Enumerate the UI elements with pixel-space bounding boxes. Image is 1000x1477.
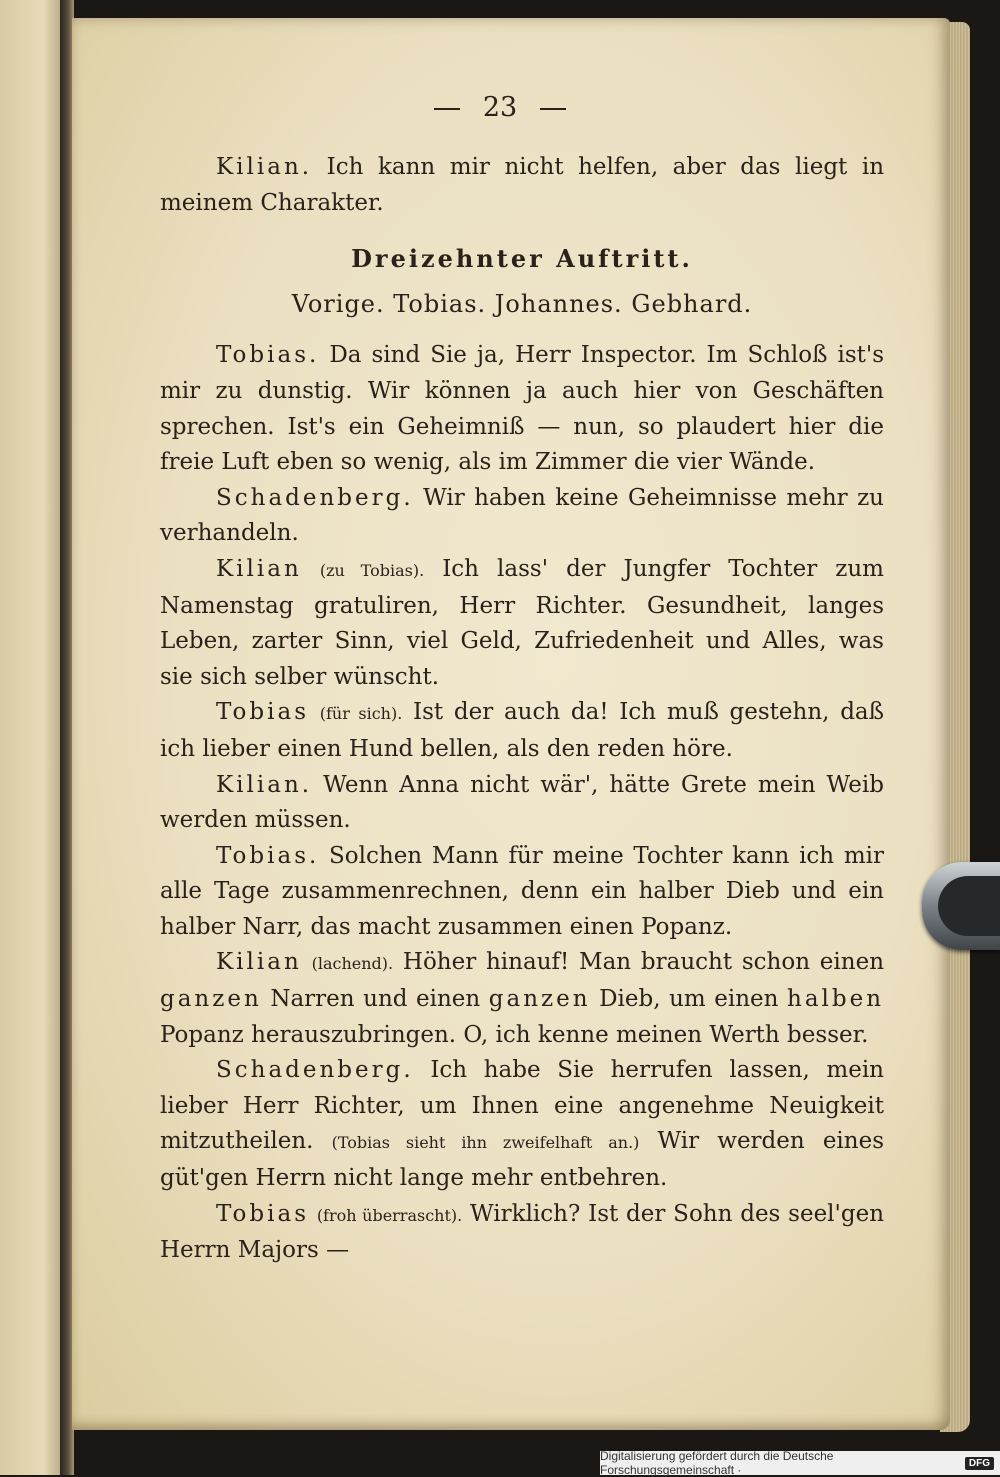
speaker-name: Tobias [216,1200,309,1227]
dialogue-text: Ich lass' der Jungfer Tochter zum Namenstag gratuliren, Herr Richter. Gesundheit, langes Leben, zarter Sinn, viel Geld, Zufriedenheit und Alles, was sie sich selber wünscht. [160,555,884,690]
page-text [160,150,884,1269]
dialogue-text: Popanz herauszubringen. O, ich kenne meinen Werth besser. [160,1021,869,1048]
speaker-name: Kilian. [216,771,313,798]
dialogue-text: Wenn Anna nicht wär', hätte Grete mein Weib werden müssen. [160,771,885,834]
emphasis-text: halben [787,986,885,1013]
header-dash-right [540,108,566,110]
dialogue-text: Wirklich? Ist der Sohn des seel'gen Herrn Majors — [160,1200,885,1264]
speaker-name: Schadenberg. [216,1057,414,1084]
stage-direction: (Tobias sieht ihn zweifelhaft an.) [331,1133,640,1153]
footer-credit: Digitalisierung gefördert durch die Deutsche Forschungsgemeinschaft · [600,1449,834,1477]
speaker-name: Kilian [216,555,302,582]
page-number: 23 [482,92,518,123]
page-header [0,92,1000,123]
emphasis-text: ganzen [160,986,262,1013]
dialogue-text: Höher hinauf! Man braucht schon einen [402,949,885,976]
dialogue-text: Wir werden eines güt'gen Herrn nicht lange mehr entbehren. [160,1128,885,1192]
paragraph-8 [160,945,884,1053]
speaker-name: Tobias [216,699,309,726]
paragraph-10 [160,1197,884,1269]
emphasis-text: ganzen [488,986,591,1013]
paragraph-2 [160,338,884,480]
speaker-name: Kilian. [216,154,313,180]
paragraph-3 [160,481,884,552]
speaker-name: Schadenberg. [216,484,414,511]
paragraph-6 [160,768,884,839]
stage-direction: (froh überrascht). [316,1205,463,1225]
digitization-footer [600,1451,1000,1475]
dialogue-text: Ich kann mir nicht helfen, aber das liegt in meinem Charakter. [160,154,885,216]
left-page-edge [0,0,62,1475]
stage-direction: (für sich). [319,704,403,724]
dialogue-text: Wir haben keine Geheimnisse mehr zu verhandeln. [160,484,885,547]
paragraph-7 [160,839,884,946]
dialogue-text: Solchen Mann für meine Tochter kann ich mir alle Tage zusammenrechnen, denn ein halber Dieb und ein halber Narr, das macht zusammen einen Popanz. [160,842,885,940]
dialogue-text: Narren und einen [270,986,481,1013]
dialogue-text: Da sind Sie ja, Herr Inspector. Im Schloß ist's mir zu dunstig. Wir können ja auch hier von Geschäften sprechen. Ist's ein Geheimniß — nun, so plaudert hier die freie Luft eben so wenig, als im Zimmer die vier Wände. [160,342,884,476]
dialogue-text: Ist der auch da! Ich muß gestehn, daß ich lieber einen Hund bellen, als den reden höre. [160,699,884,762]
stage-direction: (zu Tobias). [319,560,425,580]
stage-direction: (lachend). [311,954,394,974]
speaker-name: Kilian [216,949,302,976]
speaker-name: Tobias. [216,342,320,369]
dfg-logo: DFG [965,1457,994,1470]
dialogue-text: Ich habe Sie herrufen lassen, mein lieber Herr Richter, um Ihnen eine angenehme Neuigkeit mitzutheilen. [160,1057,884,1155]
scene-cast: Vorige. Tobias. Johannes. Gebhard. [291,289,753,318]
dialogue-text: Dieb, um einen [599,986,779,1013]
header-dash-left [434,108,460,110]
paragraph-1 [160,150,884,221]
paragraph-4 [160,552,884,695]
page-clip [922,862,1000,950]
paragraph-9 [160,1053,884,1196]
paragraph-5 [160,695,884,767]
scene-heading: Dreizehnter Auftritt. [351,244,693,274]
speaker-name: Tobias. [216,842,320,869]
